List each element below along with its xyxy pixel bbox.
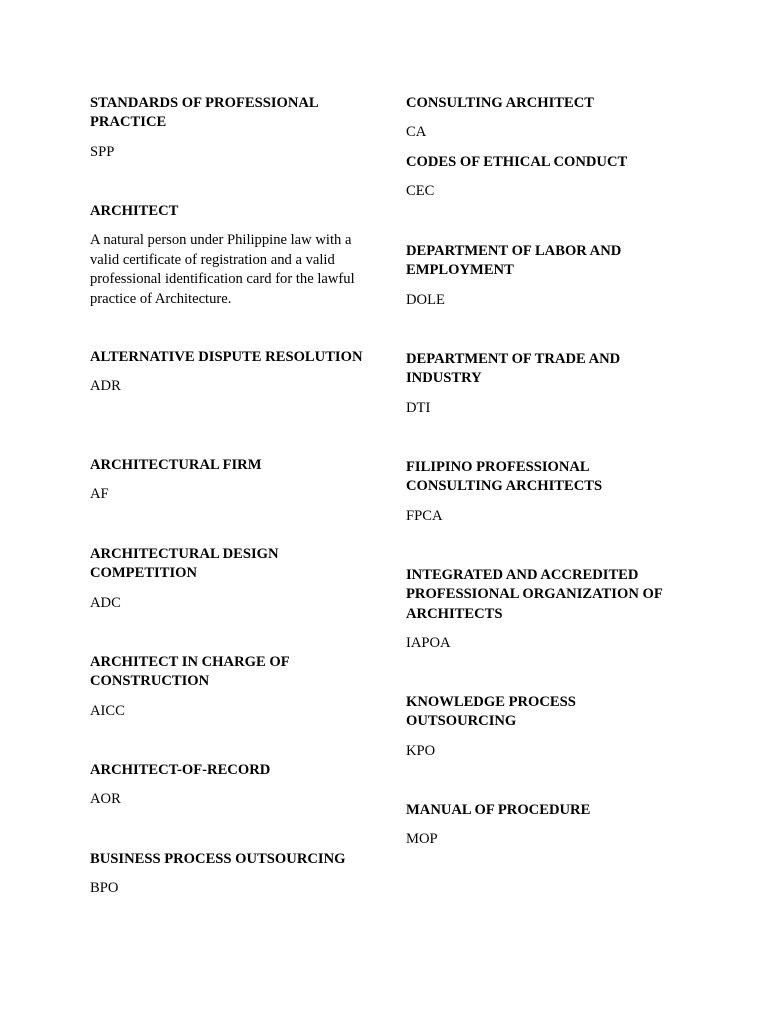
- term-heading: FILIPINO PROFESSIONAL CONSULTING ARCHITECTS: [406, 459, 603, 495]
- glossary-entry: [406, 566, 686, 654]
- term-heading: ARCHITECT-OF-RECORD: [90, 762, 271, 778]
- term-definition: ADC: [90, 594, 121, 611]
- glossary-entry: [90, 202, 375, 309]
- term-definition: ADR: [90, 378, 121, 395]
- term-definition: FPCA: [406, 507, 443, 524]
- term-definition: DTI: [406, 399, 431, 416]
- glossary-entry: [406, 153, 686, 202]
- term-definition: IAPOA: [406, 635, 451, 652]
- glossary-entry: [406, 242, 686, 310]
- term-heading: BUSINESS PROCESS OUTSOURCING: [90, 851, 346, 867]
- term-definition: MOP: [406, 831, 438, 848]
- term-heading: STANDARDS OF PROFESSIONAL PRACTICE: [90, 95, 318, 131]
- term-heading: DEPARTMENT OF LABOR AND EMPLOYMENT: [406, 243, 622, 279]
- glossary-entry: [406, 693, 686, 761]
- glossary-entry: [90, 456, 375, 505]
- term-heading: DEPARTMENT OF TRADE AND INDUSTRY: [406, 351, 621, 387]
- glossary-entry: [90, 653, 375, 721]
- term-heading: CONSULTING ARCHITECT: [406, 95, 595, 111]
- term-heading: KNOWLEDGE PROCESS OUTSOURCING: [406, 694, 576, 730]
- term-heading: CODES OF ETHICAL CONDUCT: [406, 154, 628, 170]
- term-definition: AF: [90, 486, 109, 503]
- term-definition: DOLE: [406, 291, 445, 308]
- term-heading: MANUAL OF PROCEDURE: [406, 802, 591, 818]
- term-heading: ARCHITECT: [90, 203, 179, 219]
- term-heading: ARCHITECT IN CHARGE OF CONSTRUCTION: [90, 654, 290, 690]
- term-definition: CA: [406, 124, 427, 141]
- glossary-entry: [90, 850, 375, 899]
- glossary-entry: [90, 761, 375, 810]
- term-definition: KPO: [406, 742, 436, 759]
- glossary-entry: [406, 350, 686, 418]
- term-heading: ALTERNATIVE DISPUTE RESOLUTION: [90, 349, 363, 365]
- glossary-entry: [406, 801, 686, 850]
- term-definition: AOR: [90, 791, 121, 808]
- glossary-entry: [406, 458, 686, 526]
- glossary-entry: [90, 545, 375, 613]
- glossary-entry: [406, 94, 686, 143]
- term-definition: SPP: [90, 143, 115, 160]
- term-definition: BPO: [90, 880, 119, 897]
- term-heading: ARCHITECTURAL DESIGN COMPETITION: [90, 546, 279, 582]
- term-definition: AICC: [90, 702, 125, 719]
- term-definition: A natural person under Philippine law with a valid certificate of registration and a valid professional identification card for the lawful practice of Architecture.: [90, 232, 355, 307]
- term-heading: INTEGRATED AND ACCREDITED PROFESSIONAL ORGANIZATION OF ARCHITECTS: [406, 567, 663, 622]
- term-heading: ARCHITECTURAL FIRM: [90, 457, 262, 473]
- term-definition: CEC: [406, 183, 435, 200]
- glossary-entry: [90, 348, 375, 397]
- glossary-entry: [90, 94, 375, 162]
